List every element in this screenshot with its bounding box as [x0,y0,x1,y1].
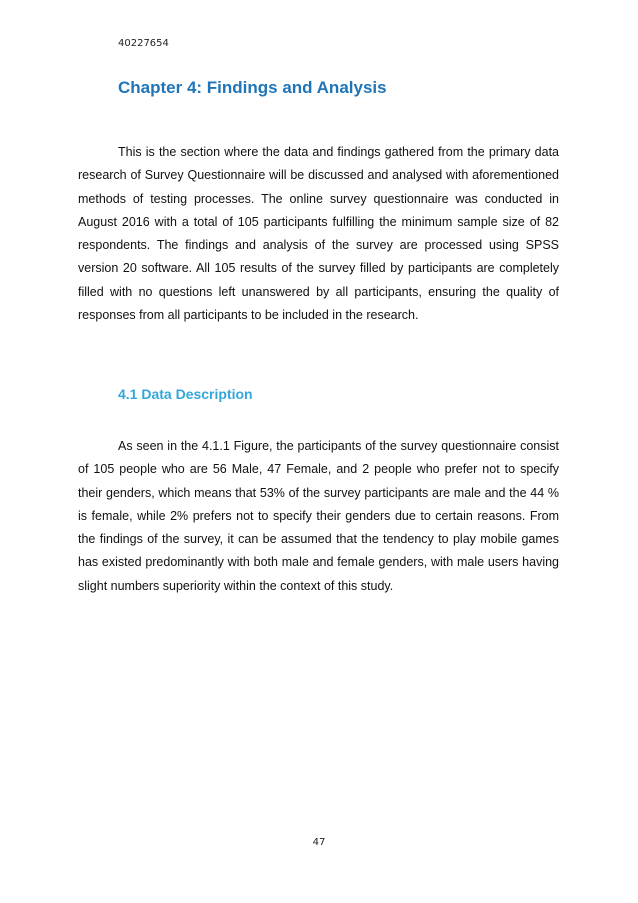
document-id-header: 40227654 [118,38,169,49]
page-number: 47 [312,837,326,848]
data-description-paragraph: As seen in the 4.1.1 Figure, the participants of the survey questionnaire consist of 105 people who are 56 Male, 47 Female, and 2 people who prefer not to specify their genders, which means that 53% of the survey participants are male and the 44 % is female, while 2% prefers not to specify their genders due to certain reasons. From the findings of the survey, it can be assumed that the tendency to play mobile games has existed predominantly with both male and female genders, with male users having slight numbers superiority within the context of this study. [78,439,559,593]
section-title: 4.1 Data Description [118,386,253,402]
chapter-title: Chapter 4: Findings and Analysis [118,78,387,97]
intro-paragraph: This is the section where the data and findings gathered from the primary data research of Survey Questionnaire will be discussed and analysed with aforementioned methods of testing processes. The online survey questionnaire was conducted in August 2016 with a total of 105 participants fulfilling the minimum sample size of 82 respondents. The findings and analysis of the survey are processed using SPSS version 20 software. All 105 results of the survey filled by participants are completely filled with no questions left unanswered by all participants, ensuring the quality of responses from all participants to be included in the research. [78,145,559,323]
